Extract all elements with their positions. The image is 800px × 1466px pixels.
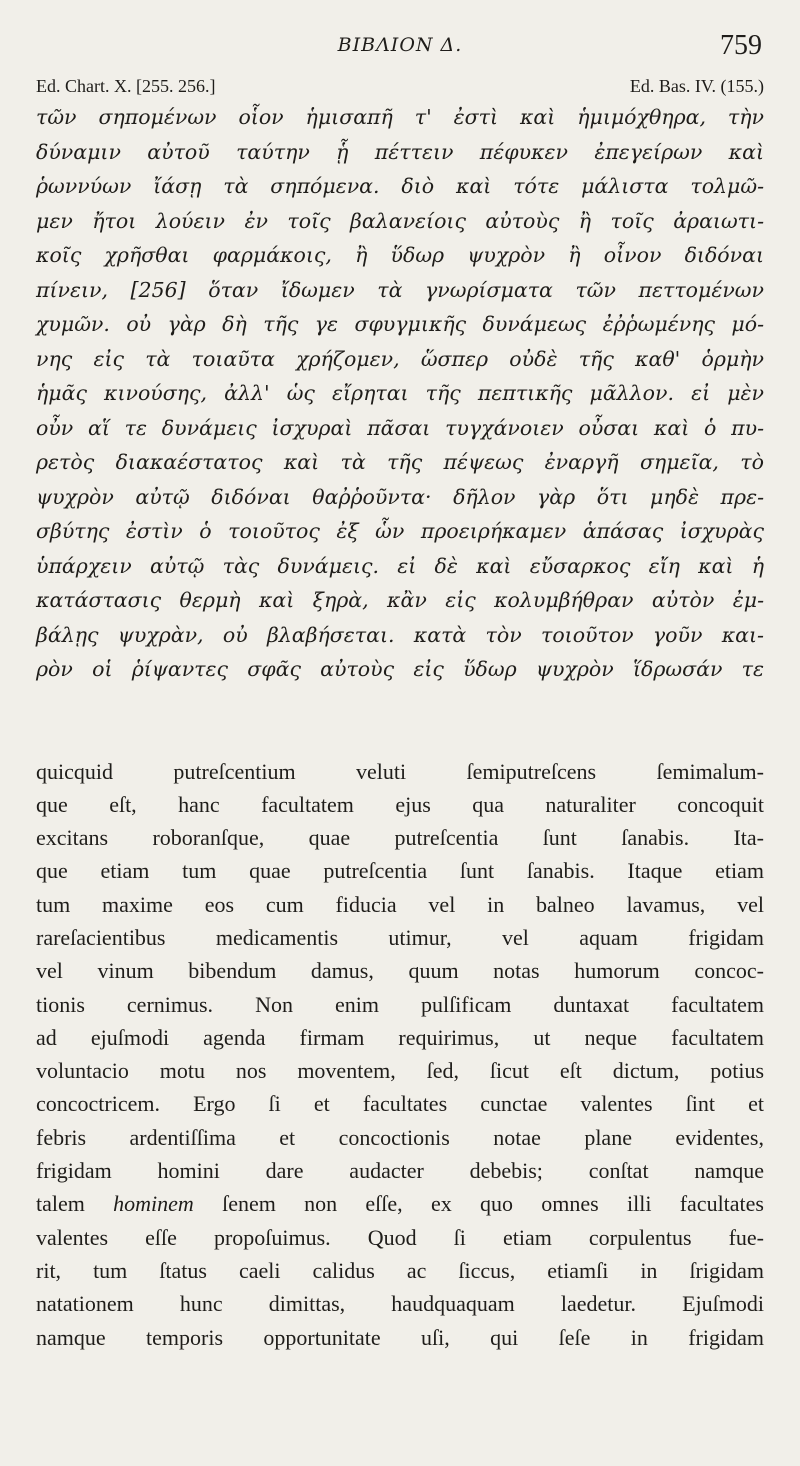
latin-word: talem — [36, 1191, 85, 1217]
latin-line: tionis cernimus. Non enim pulſificam duntaxat facultatem — [36, 991, 764, 1017]
greek-line: σβύτης ἐστὶν ὁ τοιοῦτος ἐξ ὧν προειρήκαμεν ἁπάσας ἰσχυρὰς — [36, 519, 764, 543]
greek-line: ρετὸς διακαέστατος καὶ τὰ τῆς πέψεως ἐναργῆ σημεῖα, τὸ — [36, 450, 764, 474]
latin-line: que eſt, hanc facultatem ejus qua naturaliter concoquit — [36, 791, 764, 817]
page-number: 759 — [720, 30, 762, 61]
edition-reference-left: Ed. Chart. X. [255. 256.] — [36, 76, 216, 96]
latin-line: que etiam tum quae putreſcentia ſunt ſanabis. Itaque etiam — [36, 858, 764, 884]
latin-line: voluntacio motu nos moventem, ſed, ſicut eſt dictum, potius — [36, 1058, 764, 1084]
latin-line: rit, tum ſtatus caeli calidus ac ſiccus, etiamſi in ſrigidam — [36, 1257, 764, 1283]
greek-line: οὖν αἵ τε δυνάμεις ἰσχυραὶ πᾶσαι τυγχάνοιεν οὖσαι καὶ ὁ πυ- — [36, 415, 764, 440]
latin-line: natationem hunc dimittas, haudquaquam laedetur. Ejuſmodi — [36, 1291, 764, 1317]
greek-text-block — [36, 100, 764, 687]
edition-references — [36, 76, 764, 98]
greek-line: χυμῶν. οὐ γὰρ δὴ τῆς γε σφυγμικῆς δυνάμεως ἐῤῥωμένης μό- — [36, 312, 764, 336]
greek-line: κοῖς χρῆσθαι φαρμάκοις, ἢ ὕδωρ ψυχρὸν ἢ οἶνον διδόναι — [36, 243, 764, 267]
greek-line: ψυχρὸν αὐτῷ διδόναι θαῤῥοῦντα· δῆλον γὰρ ὅτι μηδὲ πρε- — [36, 484, 764, 509]
latin-line: rareſacientibus medicamentis utimur, vel aquam frigidam — [36, 924, 764, 950]
latin-line: namque temporis opportunitate uſi, qui ſeſe in frigidam — [36, 1324, 764, 1350]
greek-line: πίνειν, [256] ὅταν ἴδωμεν τὰ γνωρίσματα τῶν πεττομένων — [36, 277, 764, 302]
greek-line: ρὸν οἱ ῥίψαντες σφᾶς αὐτοὺς εἰς ὕδωρ ψυχρὸν ἵδρωσάν τε — [36, 657, 764, 681]
latin-line-rest: ſenem non eſſe, ex quo omnes illi facultates — [222, 1191, 764, 1217]
latin-line: excitans roboranſque, quae putreſcentia ſunt ſanabis. Ita- — [36, 825, 764, 851]
greek-line: ὑπάρχειν αὐτῷ τὰς δυνάμεις. εἰ δὲ καὶ εὔσαρκος εἴη καὶ ἡ — [36, 553, 764, 578]
latin-line-with-italic — [36, 1187, 764, 1220]
latin-line: concoctricem. Ergo ſi et facultates cunctae valentes ſint et — [36, 1091, 764, 1117]
greek-line: ῥωννύων ἴάσῃ τὰ σηπόμενα. διὸ καὶ τότε μάλιστα τολμῶ- — [36, 174, 764, 198]
running-title: ΒΙΒΛΙΟΝ Δ. — [337, 34, 463, 56]
latin-line: tum maxime eos cum fiducia vel in balneo lavamus, vel — [36, 891, 764, 917]
greek-line: δύναμιν αὐτοῦ ταύτην ᾗ πέττειν πέφυκεν ἐπεγείρων καὶ — [36, 139, 764, 164]
latin-line: ad ejuſmodi agenda firmam requirimus, ut neque facultatem — [36, 1024, 764, 1050]
greek-line: κατάστασις θερμὴ καὶ ξηρὰ, κἂν εἰς κολυμβήθραν αὐτὸν ἐμ- — [36, 588, 764, 612]
latin-text-block — [36, 755, 764, 1354]
latin-line: valentes eſſe propoſuimus. Quod ſi etiam corpulentus fue- — [36, 1224, 764, 1250]
latin-line: frigidam homini dare audacter debebis; conſtat namque — [36, 1158, 764, 1184]
latin-line: febris ardentiſſima et concoctionis notae plane evidentes, — [36, 1124, 764, 1150]
greek-line: νης εἰς τὰ τοιαῦτα χρήζομεν, ὥσπερ οὐδὲ τῆς καθ' ὁρμὴν — [36, 346, 764, 371]
edition-reference-right: Ed. Bas. IV. (155.) — [629, 76, 764, 96]
latin-line: vel vinum bibendum damus, quum notas humorum concoc- — [36, 958, 764, 984]
latin-line: quicquid putreſcentium veluti ſemiputreſcens ſemimalum- — [36, 758, 764, 784]
page-header — [36, 30, 764, 72]
italic-word: hominem — [113, 1191, 194, 1217]
greek-line: τῶν σηπομένων οἷον ἡμισαπῆ τ' ἐστὶ καὶ ἡμιμόχθηρα, τὴν — [36, 105, 764, 129]
greek-line: ἡμᾶς κινούσης, ἀλλ' ὡς εἴρηται τῆς πεπτικῆς μᾶλλον. εἰ μὲν — [36, 381, 764, 405]
greek-line: βάλῃς ψυχρὰν, οὐ βλαβήσεται. κατὰ τὸν τοιοῦτον γοῦν και- — [36, 622, 764, 647]
greek-line: μεν ἤτοι λούειν ἐν τοῖς βαλανείοις αὐτοὺς ἢ τοῖς ἀραιωτι- — [36, 208, 764, 233]
